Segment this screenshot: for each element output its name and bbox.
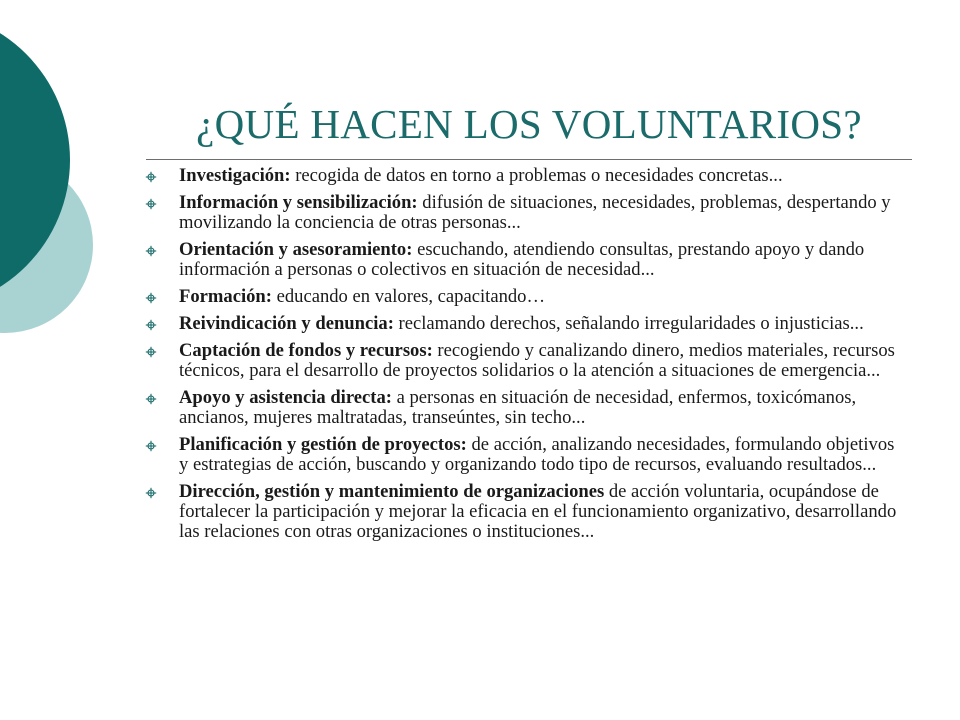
slide-title: ¿QUÉ HACEN LOS VOLUNTARIOS?: [196, 101, 862, 147]
item-term: Planificación y gestión de proyectos:: [179, 434, 467, 455]
list-item-formacion: [142, 287, 902, 307]
flourish-bullet-icon: [145, 346, 157, 358]
flourish-bullet-icon: [145, 292, 157, 304]
flourish-bullet-icon: [145, 319, 157, 331]
item-text: reclamando derechos, señalando irregularidades o injusticias...: [393, 313, 864, 334]
item-term: Información y sensibilización:: [179, 192, 418, 213]
activity-list: [142, 166, 902, 549]
list-item-apoyo: [142, 388, 902, 428]
title-divider: [146, 159, 912, 160]
list-item-reivindicacion: [142, 314, 902, 334]
list-item-informacion: [142, 193, 902, 233]
flourish-bullet-icon: [145, 198, 157, 210]
item-text: de acción, analizando necesidades, formulando objetivos y estrategias de acción, buscando y organizando todo tipo de recursos, evaluando resultados...: [179, 434, 895, 475]
list-item-investigacion: [142, 166, 902, 186]
item-term: Captación de fondos y recursos:: [179, 340, 433, 361]
item-term: Formación:: [179, 286, 272, 307]
decorative-circles: [0, 0, 120, 420]
item-term: Reivindicación y denuncia:: [179, 313, 394, 334]
item-term: Orientación y asesoramiento:: [179, 239, 413, 260]
item-text: recogiendo y canalizando dinero, medios materiales, recursos técnicos, para el desarrollo de proyectos solidarios o la atención a situaciones de emergencia...: [179, 340, 895, 381]
list-item-planificacion: [142, 435, 902, 475]
item-text: recogida de datos en torno a problemas o necesidades concretas...: [290, 165, 783, 186]
item-text: educando en valores, capacitando…: [271, 286, 546, 307]
flourish-bullet-icon: [145, 245, 157, 257]
flourish-bullet-icon: [145, 171, 157, 183]
item-text: escuchando, atendiendo consultas, prestando apoyo y dando información a personas o colectivos en situación de necesidad...: [179, 239, 865, 280]
flourish-bullet-icon: [145, 393, 157, 405]
list-item-orientacion: [142, 240, 902, 280]
flourish-bullet-icon: [145, 487, 157, 499]
item-text: a personas en situación de necesidad, enfermos, toxicómanos, ancianos, mujeres maltratadas, transeúntes, sin techo...: [179, 387, 857, 428]
list-item-captacion: [142, 341, 902, 381]
item-term: Investigación:: [179, 165, 291, 186]
flourish-bullet-icon: [145, 440, 157, 452]
list-item-direccion: [142, 482, 902, 542]
item-text: de acción voluntaria, ocupándose de fortalecer la participación y mejorar la eficacia en el funcionamiento organizativo, desarrollando las relaciones con otras organizaciones o instituciones...: [179, 481, 897, 542]
item-term: Dirección, gestión y mantenimiento de organizaciones: [179, 481, 605, 502]
item-text: difusión de situaciones, necesidades, problemas, despertando y movilizando la conciencia de otras personas...: [179, 192, 891, 233]
item-term: Apoyo y asistencia directa:: [179, 387, 392, 408]
